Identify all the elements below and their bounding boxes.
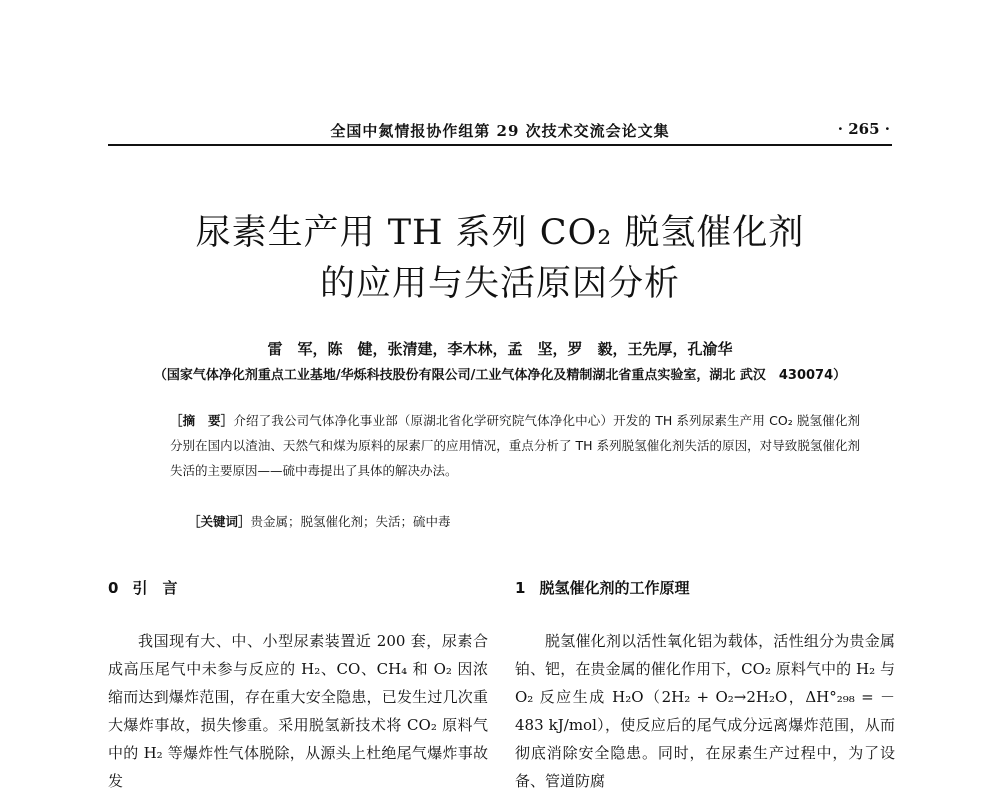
- paper-title-line-1: 尿素生产用 TH 系列 CO₂ 脱氢催化剂: [195, 213, 805, 253]
- running-head: [108, 118, 892, 146]
- page-number: · 265 ·: [837, 120, 890, 138]
- running-head-title: 全国中氮情报协作组第 29 次技术交流会论文集: [330, 122, 670, 140]
- section-introduction: [108, 577, 488, 807]
- section-heading: [108, 577, 488, 603]
- section-title: 引 言: [132, 579, 178, 597]
- keywords: [188, 512, 451, 530]
- paragraph: 脱氢催化剂以活性氧化铝为载体，活性组分为贵金属铂、钯，在贵金属的催化作用下，CO₂ 原料气中的 H₂ 与 O₂ 反应生成 H₂O（2H₂ + O₂→2H₂O，ΔH°₂₉₈ = －483 kJ/mol），使反应后的尾气成分远离爆炸范围，从而彻底消除安全隐患。同时，在尿素生产过程中，为了设备、管道防腐: [515, 632, 895, 790]
- paper-title-line-2: 的应用与失活原因分析: [319, 264, 680, 304]
- section-body: [515, 627, 895, 807]
- section-title: 脱氢催化剂的工作原理: [539, 579, 690, 597]
- paragraph: 我国现有大、中、小型尿素装置近 200 套，尿素合成高压尾气中未参与反应的 H₂、CO、CH₄ 和 O₂ 因浓缩而达到爆炸范围，存在重大安全隐患，已发生过几次重大爆炸事故，损失惨重。采用脱氢新技术将 CO₂ 原料气中的 H₂ 等爆炸性气体脱除，从源头上杜绝尾气爆炸事故发: [108, 632, 488, 790]
- section-heading: [515, 577, 895, 603]
- author-list: 雷 军，陈 健，张清建，李木林，孟 坚，罗 毅，王先厚，孔渝华: [267, 340, 733, 358]
- section-number: 1: [515, 579, 526, 597]
- section-principle: [515, 577, 895, 807]
- abstract-text: 介绍了我公司气体净化事业部（原湖北省化学研究院气体净化中心）开发的 TH 系列尿素生产用 CO₂ 脱氢催化剂分别在国内以渣油、天然气和煤为原料的尿素厂的应用情况，重点分析了 TH 系列脱氢催化剂失活的原因，对导致脱氢催化剂失活的主要原因——硫中毒提出了具体的解决办法。: [170, 413, 860, 478]
- abstract-label: ［摘 要］: [170, 413, 234, 428]
- affiliation: （国家气体净化剂重点工业基地/华烁科技股份有限公司/工业气体净化及精制湖北省重点实验室，湖北 武汉 430074）: [153, 368, 847, 383]
- section-body: [108, 627, 488, 807]
- abstract: [170, 408, 860, 483]
- section-number: 0: [108, 579, 119, 597]
- keywords-text: 贵金属；脱氢催化剂；失活；硫中毒: [250, 514, 451, 529]
- keywords-label: ［关键词］: [188, 514, 251, 529]
